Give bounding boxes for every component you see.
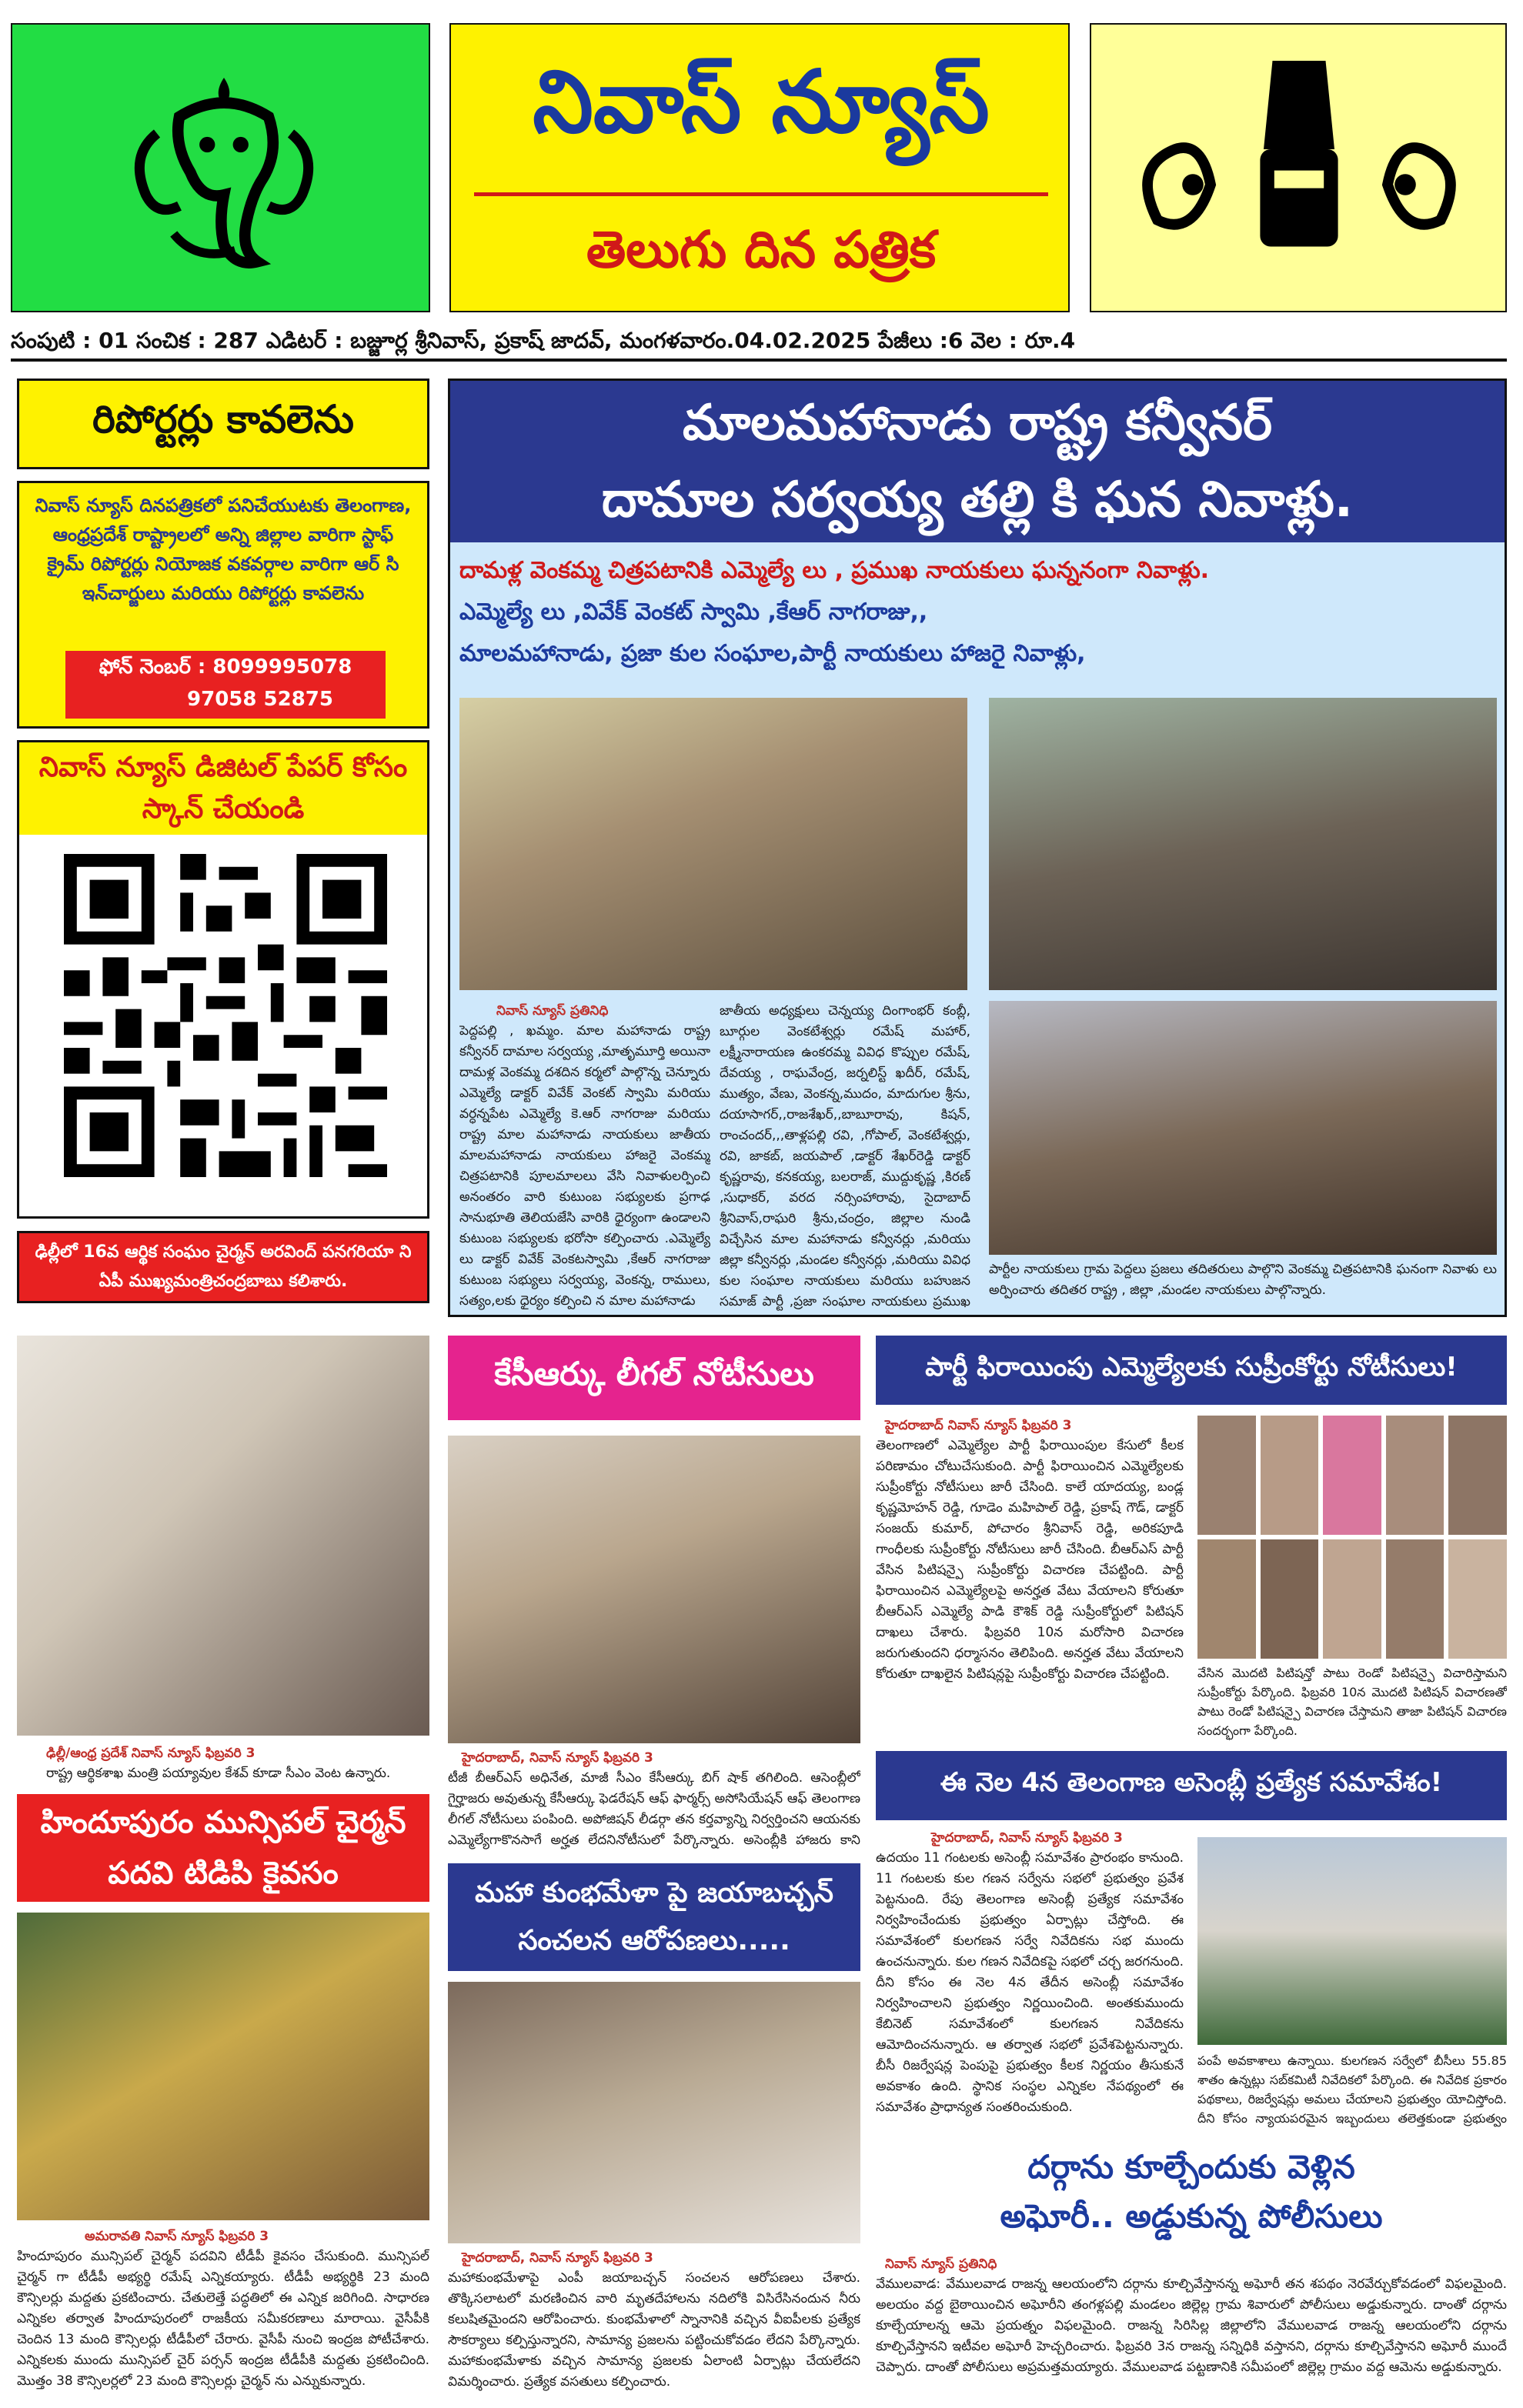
aghori-byline: నివాస్ న్యూస్ ప్రతినిధి [885, 2256, 997, 2272]
kcr-photo [448, 1436, 860, 1743]
lead-photo-3 [989, 1001, 1497, 1255]
hindupur-headline: హిందూపురం మున్సిపల్ చైర్మన్ పదవి టిడిపి కైవసం [17, 1794, 429, 1902]
phone-number-2: 97058 52875 [187, 688, 333, 711]
assembly-photo [1197, 1837, 1507, 2045]
hindupur-photo [17, 1913, 429, 2220]
lead-byline: నివాస్ న్యూస్ ప్రతినిధి [496, 1003, 609, 1019]
side-note-text: ఢిల్లీలో 16వ ఆర్థిక సంఘం చైర్మన్ అరవింద్ పనగరియా ని ఏపీ ముఖ్యమంత్రిచంద్రబాబు కలిశారు. [35, 1242, 412, 1291]
mla-photo [1197, 1416, 1256, 1535]
ganesha-icon [112, 40, 336, 294]
aghori-body: వేములవాడ: వేములవాడ రాజన్న ఆలయంలోని దర్గాను కూల్చివేస్తానన్న అఘోరీ తన శపథం నెరవేర్చుకోవడంలో విఫలమైంది. అలయం వద్ద బైఠాయించిన అఘోరీని తంగళ్లపల్లి మండలం జిల్లెల్ల గ్రామ శివారులో పోలీసులు అడ్డుకున్నారు. దాంతో దర్గాను కూల్చేయాలన్న ఆమె ప్రయత్నం విఫలమైంది. రాజన్న సిరిసిల్ల జిల్లాలోని వేములవాడ రాజన్న ఆలయంలోని దర్గాను కూల్చివేస్తానని ఇటీవల అఘోరీ హెచ్చరించారు. ఫిబ్రవరి 3న రాజన్న సన్నిధికి వస్తానని, దర్గాను కూల్చివేస్తానని అఘోరీ ముందే చెప్పారు. దాంతో పోలీసులు అప్రమత్తమయ్యారు. వేములవాడ పట్టణానికి సమీపంలో జిల్లెల్ల గ్రామం వద్ద ఆమెను అడ్డుకున్నారు. [876, 2276, 1507, 2375]
qr-code-icon[interactable] [64, 854, 387, 1177]
jaya-byline: హైదరాబాద్, నివాస్ న్యూస్ ఫిబ్రవరి 3 [462, 2250, 653, 2266]
lead-story-box [448, 379, 1507, 1317]
reporters-ad-body: నివాస్ న్యూస్ దినపత్రికలో పనిచేయుటకు తెలంగాణ, ఆంధ్రప్రదేశ్ రాష్ట్రాలలో అన్ని జిల్లాల వారిగా స్టాఫ్ క్రైమ్ రిపోర్టర్లు నియోజక వకవర్గాల వారిగా ఆర్ సి ఇన్‌చార్జులు మరియు రిపోర్టర్లు కావలెను [35, 495, 412, 604]
lead-col-2: జాతీయ అధ్యక్షులు చెన్నయ్య దింగాంభర్ కంబ్లీ, బూర్గుల వెంకటేశ్వర్లు రమేష్ మహార్, లక్ష్మీనారాయణ ఉంకరమ్మ వివిధ కొప్పుల రమేష్, దేవయ్య , రాఘవేంద్ర, జర్నలిస్ట్ ఖదీర్, రమేష్, ముత్యం, వేణు, వెంకన్న,ముదం, మాదుగుల శ్రీను, దయాసాగర్,,రాజశేఖర్,,బాబూరావు, కిషన్, రాంచందర్,,,తాళ్లపల్లి రవి, ,గోపాల్, వెంకటేశ్వర్లు, రవి, జాకబ్, జయపాల్ ,డాక్టర్ శేఖర్‌రెడ్డి డాక్టర్ కృష్ణరావు, కనకయ్య, బలరాజ్, ముద్దుకృష్ణ ,కిరణ్ ,సుధాకర్, వరద నర్సింహారావు, సైదాబాద్ శ్రీనివాస్,రాఘరి శ్రీను,చంద్రం, జిల్లాల నుండి విచ్చేసిన మాల మహానాడు కన్వీనర్లు ,మరియు జిల్లా కన్వీనర్లు ,మండల కన్వీనర్లు ,మరియు వివిధ కుల సంఘాల నాయకులు మరియు బహుజన సమాజ్ పార్టీ ,ప్రజా సంఘాల నాయకులు ప్రముఖ [720, 1003, 970, 1309]
mla-photo [1323, 1416, 1381, 1535]
jaya-photo [448, 1982, 860, 2243]
qr-code-title: నివాస్ న్యూస్ డిజిటల్ పేపర్ కోసం స్కాన్ చేయండి [19, 742, 427, 835]
masthead-title: నివాస్ న్యూస్ [533, 52, 990, 152]
hindupur-body: హిందూపురం మున్సిపల్ చైర్మన్ పదవిని టీడీపీ కైవసం చేసుకుంది. మున్సిపల్ చైర్మన్ గా టీడీపీ అభ్యర్థి రమేష్ ఎన్నికయ్యారు. టీడీపీ అభ్యర్థికి 23 మంది కౌన్సిలర్లు మద్దతు ప్రకటించారు. చేతులెత్తే పద్ధతిలో ఈ ఎన్నిక జరిగింది. సాధారణ ఎన్నికల తర్వాత హిందూపురంలో రాజకీయ సమీకరణాలు మారాయి. వైసీపీకి చెందిన 13 మంది కౌన్సిలర్లు టీడీపీలో చేరారు. వైసీపీ నుంచి ఇంద్రజ పోటీచేశారు. ఎన్నికలకు ముందు మున్సిపల్ చైర్ పర్సన్ ఇంద్రజ టీడీపీకి మద్దతు ప్రకటించింది. మొత్తం 38 కౌన్సిలర్లలో 23 మంది కౌన్సిలర్లు చైర్మన్ ను ఎన్నుకున్నారు. [17, 2249, 429, 2389]
edition-info-line: సంపుటి : 01 సంచిక : 287 ఎడిటర్ : బజ్జూర్ల శ్రీనివాస్, ప్రకాష్ జాదవ్, మంగళవారం.04.02.2025 పేజీలు :6 వెల : రూ.4 [11, 323, 1507, 362]
mla-photo [1448, 1416, 1507, 1535]
qr-code-box [17, 740, 429, 1219]
aghori-headline-1: దర్గాను కూల్చేందుకు వెళ్లిన [1027, 2148, 1355, 2186]
cm-meeting-photo [17, 1336, 429, 1736]
supreme-byline: హైదరాబాద్ నివాస్ న్యూస్ ఫిబ్రవరి 3 [885, 1418, 1072, 1433]
assembly-byline: హైదరాబాద్, నివాస్ న్యూస్ ఫిబ్రవరి 3 [931, 1830, 1123, 1846]
aghori-headline-2: అఘోరీ.. అడ్డుకున్న పోలీసులు [1000, 2197, 1383, 2235]
lead-caption: పార్టీల నాయకులు గ్రామ పెద్దలు ప్రజలు తదితరులు పాల్గొని వెంకమ్మ చిత్రపటానికి ఘనంగా నివాళు లు అర్పించారు తదితర రాష్ట్ర , జిల్లా ,మండల నాయకులు పాల్గొన్నారు. [989, 1262, 1497, 1298]
reporters-wanted-title [17, 379, 429, 469]
kcr-headline-box [448, 1336, 860, 1420]
lead-headline-1: మాలమహానాడు రాష్ట్ర కన్వీనర్ [682, 395, 1273, 452]
lead-sub-1: దామళ్ల వెంకమ్మ చిత్రపటానికి ఎమ్మెల్యే లు , ప్రముఖ నాయకులు ఘన్ననంగా నివాళ్లు. [459, 557, 1210, 584]
mla-photo [1448, 1539, 1507, 1659]
lead-sub-2: ఎమ్మెల్యే లు ,వివేక్ వెంకట్ స్వామి ,కేఆర్ నాగరాజు,, [459, 599, 928, 625]
mla-photo [1386, 1539, 1445, 1659]
masthead-title-box [449, 23, 1070, 312]
jaya-headline: మహా కుంభమేళా పై జయాబచ్చన్ సంచలన ఆరోపణలు..... [448, 1863, 860, 1971]
kcr-headline: కేసీఆర్కు లీగల్ నోటీసులు [494, 1355, 814, 1392]
assembly-headline: ఈ నెల 4న తెలంగాణ అసెంబ్లీ ప్రత్యేక సమావేశం! [876, 1751, 1507, 1820]
masthead-divider [474, 192, 1048, 196]
reporters-wanted-title-text: రిపోర్టర్లు కావలెను [92, 396, 354, 442]
kcr-byline: హైదరాబాద్, నివాస్ న్యూస్ ఫిబ్రవరి 3 [462, 1750, 653, 1766]
lead-headline-block [450, 381, 1505, 542]
cm-meeting-caption: రాష్ట్ర ఆర్థికశాఖ మంత్రి పయ్యావుల కేశవ్ కూడా సీఎం వెంట ఉన్నారు. [46, 1766, 391, 1781]
masthead-subtitle: తెలుగు దిన పత్రిక [586, 220, 937, 279]
phone-number: ఫోన్ నెంబర్ : 8099995078 [99, 655, 352, 679]
mla-photo [1197, 1539, 1256, 1659]
venkateswara-icon [1122, 40, 1476, 294]
supreme-caption: వేసిన మొదటి పిటిషన్తో పాటు రెండో పిటిషన్పై విచారిస్తామని సుప్రీంకోర్టు పేర్కొంది. ఫిబ్రవరి 10న మొదటి పిటిషన్ విచారణతో పాటు రెండో పిటిషన్పై విచారణ చేస్తామని తాజా పిటిషన్ విచారణ సందర్భంగా పేర్కొంది. [1197, 1666, 1507, 1738]
assembly-caption: పంపే అవకాశాలు ఉన్నాయి. కులగణన సర్వేలో బీసీలు 55.85 శాతం ఉన్నట్లు సబ్‌కమిటీ నివేదికలో పేర్కొంది. ఈ నివేదిక ప్రకారం పథకాలు, రిజర్వేషన్లు అమలు చేయాలని ప్రభుత్వం యోచిస్తోంది. దీని కోసం న్యాయపరమైన ఇబ్బందులు తలెత్తకుండా ప్రభుత్వం [1197, 2053, 1507, 2126]
mla-photo [1261, 1539, 1319, 1659]
cm-meeting-byline: ఢిల్లీ/ఆంధ్ర ప్రదేశ్ నివాస్ న్యూస్ ఫిబ్రవరి 3 [46, 1746, 256, 1761]
mla-photo [1261, 1416, 1319, 1535]
jaya-body: మహాకుంభమేళాపై ఎంపీ జయాబచ్చన్ సంచలన ఆరోపణలు చేశారు. తొక్కిసలాటలో మరణించిన వారి మృతదేహాలను నదిలోకి విసిరేసినందున నీరు కలుషితమైందని ఆరోపించారు. కుంభమేళాలో స్నానానికి వచ్చిన వీఐపీలకు ప్రత్యేక సౌకర్యాలు కల్పిస్తున్నారని, సామాన్య ప్రజలను పట్టించుకోవడం లేదని పేర్కొన్నారు. మహాకుంభమేళాకు వచ్చిన సామాన్య ప్రజలకు ఏలాంటి ఏర్పాట్లు చేయలేదని విమర్శించారు. ప్రత్యేక వసతులు కల్పించారు. [448, 2270, 860, 2390]
mla-photo [1386, 1416, 1445, 1535]
mla-photo [1323, 1539, 1381, 1659]
lead-photo-1 [459, 698, 967, 990]
venkateswara-logo-box [1090, 23, 1507, 312]
lead-headline-2: దామాల సర్వయ్య తల్లి కి ఘన నివాళ్లు. [601, 472, 1354, 529]
kcr-body: టీజీ బీఆర్ఎస్ అధినేత, మాజీ సీఎం కేసీఆర్కు బిగ్ షాక్ తగిలింది. ఆసెంబ్లీలో గైర్హాజరు అవుతున్న కేసీఆర్కు ఫెడరేషన్ ఆఫ్ ఫార్మర్స్ అసోసియేషన్ ఆఫ్ తెలంగాణ లీగల్ నోటీసులు పంపింది. అపోజిషన్ లీడర్గా తన కర్తవ్యాన్ని నిర్వర్తించని ఆయనకు ఎమ్మెల్యేగాకొనసాగే అర్హత లేదనినోటీసులో పేర్కొన్నారు. అసెంబ్లీకి హాజరు కాని [448, 1770, 860, 1848]
ganesha-logo-box [11, 23, 430, 312]
lead-col-1: పెద్దపల్లి , ఖమ్మం. మాల మహానాడు రాష్ట్ర కన్వీనర్ దామాల సర్వయ్య ,మాతృమూర్తి అయినా దామళ్ల వెంకమ్మ దశదిన కర్మలో పాల్గొన్న చెన్నూరు ఎమ్మెల్యే డాక్టర్ వివేక్ వెంకట్ స్వామి మరియు వర్ధన్నపేట ఎమ్మెల్యే కె.ఆర్ నాగరాజు మరియు రాష్ట్ర మాల మహానాడు నాయకులు జాతీయ మాలమహానాడు నాయకులు హాజరై వెంకమ్మ చిత్రపటానికి పూలమాలలు వేసి నివాళులర్పించి అనంతరం వారి కుటుంబ సభ్యులకు ప్రగాఢ సానుభూతి తెలియజేసి వారికి ధైర్యంగా ఉండాలని కుటుంబ సభ్యులకు భరోసా కల్పించారు .ఎమ్మెల్యే లు డాక్టర్ వివేక్ వెంకటస్వామి ,కేఆర్ నాగరాజు కుటుంబ సభ్యులు సర్వయ్య, వెంకన్న, రాములు, సత్యం,లకు ధైర్యం కల్పించి న మాల మహానాడు [459, 1023, 710, 1309]
assembly-body: ఉదయం 11 గంటలకు అసెంబ్లీ సమావేశం ప్రారంభం కానుంది. 11 గంటలకు కుల గణన సర్వేను సభలో ప్రభుత్వం ప్రవేశ పెట్టనుంది. రేపు తెలంగాణ అసెంబ్లీ ప్రత్యేక సమావేశం నిర్వహించేందుకు ప్రభుత్వం ఏర్పాట్లు చేస్తోంది. ఈ సమావేశంలో కులగణన సర్వే నివేదికను సభ ముందు ఉంచనున్నారు. కుల గణన నివేదికపై సభలో చర్చ జరగనుంది. దీని కోసం ఈ నెల 4న తేదీన అసెంబ్లీ సమావేశం నిర్వహించాలని ప్రభుత్వం నిర్ణయించింది. అంతకుముందు కేబినెట్ సమావేశంలో కులగణన నివేదికను ఆమోదించనున్నారు. ఆ తర్వాత సభలో ప్రవేశపెట్టనున్నారు. బీసీ రిజర్వేషన్ల పెంపుపై ప్రభుత్వం కీలక నిర్ణయం తీసుకునే అవకాశం ఉంది. స్థానిక సంస్థల ఎన్నికల నేపథ్యంలో ఈ సమావేశం ప్రాధాన్యత సంతరించుకుంది. [876, 1850, 1184, 2115]
reporters-wanted-ad [17, 481, 429, 729]
lead-sub-3: మాలమహానాడు, ప్రజా కుల సంఘాల,పార్టీ నాయకులు హాజరై నివాళ్లు, [459, 640, 1086, 667]
supreme-mla-photos [1197, 1416, 1507, 1659]
supreme-headline: పార్టీ ఫిరాయింపు ఎమ్మెల్యేలకు సుప్రీంకోర్టు నోటీసులు! [876, 1336, 1507, 1405]
lead-photo-2 [989, 698, 1497, 990]
side-note-box [17, 1231, 429, 1303]
phone-box [65, 651, 386, 719]
hindupur-byline: అమరావతి నివాస్ న్యూస్ ఫిబ్రవరి 3 [85, 2229, 269, 2244]
supreme-body: తెలంగాణలో ఎమ్మెల్యేల పార్టీ ఫిరాయింపుల కేసులో కీలక పరిణామం చోటుచేసుకుంది. పార్టీ ఫిరాయించిన ఎమ్మెల్యేలకు సుప్రీంకోర్టు నోటీసులు జారీ చేసింది. కాలే యాదయ్య, బండ్ల కృష్ణమోహన్ రెడ్డి, గూడెం మహిపాల్ రెడ్డి, ప్రకాష్ గౌడ్, డాక్టర్ సంజయ్ కుమార్, పోచారం శ్రీనివాస్ రెడ్డి, అరికపూడి గాంధీలకు సుప్రీంకోర్టు నోటీసులు జారీ చేసింది. బీఆర్ఎస్ పార్టీ వేసిన పిటిషన్పై సుప్రీంకోర్టు విచారణ చేపట్టింది. పార్టీ ఫిరాయించిన ఎమ్మెల్యేలపై అనర్హత వేటు వేయాలని కోరుతూ బీఆర్ఎస్ ఎమ్మెల్యే పాడి కౌశిక్ రెడ్డి సుప్రీంకోర్టులో పిటిషన్ దాఖలు చేశారు. ఫిబ్రవరి 10న మరోసారి విచారణ జరుగుతుందని ధర్మాసనం తెలిపింది. అనర్హత వేటు వేయాలని కోరుతూ దాఖలైన పిటిషన్లపై సుప్రీంకోర్టు విచారణ చేపట్టింది. [876, 1438, 1184, 1682]
